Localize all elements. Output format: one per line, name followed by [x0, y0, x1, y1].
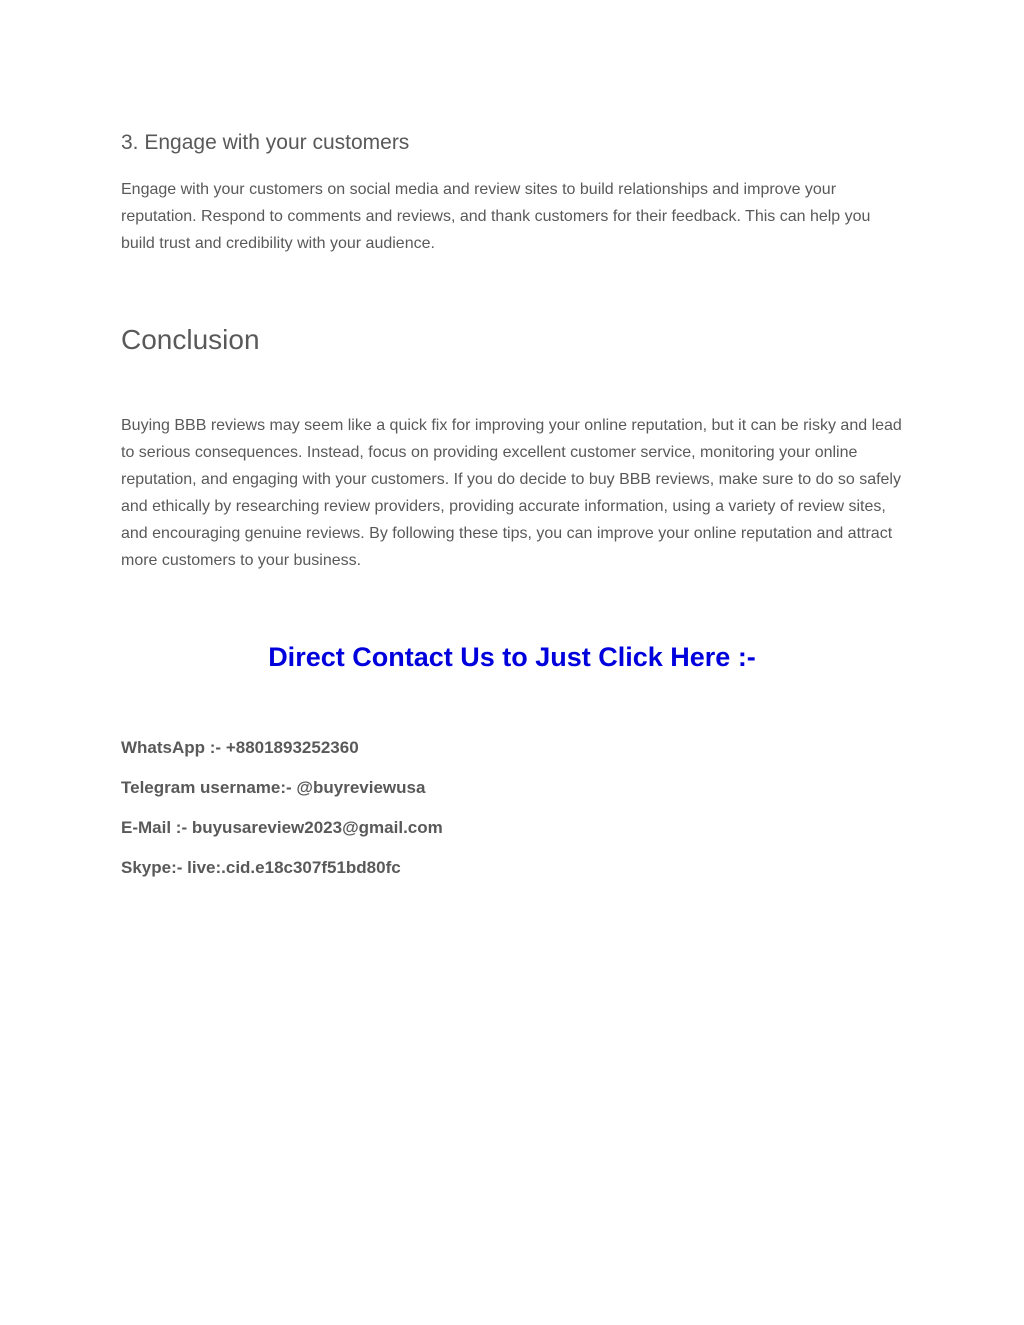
telegram-contact: Telegram username:- @buyreviewusa — [121, 778, 426, 797]
direct-contact-link[interactable]: Direct Contact Us to Just Click Here :- — [268, 642, 756, 672]
section-paragraph: Engage with your customers on social media and review sites to build relationships and improve your reputation. Respond to comments and reviews, and thank customers for their feedback. This can help you build trust and credibility with your audience. — [121, 181, 871, 252]
whatsapp-contact: WhatsApp :- +8801893252360 — [121, 738, 359, 757]
conclusion-paragraph: Buying BBB reviews may seem like a quick fix for improving your online reputation, but it can be risky and lead to serious consequences. Instead, focus on providing excellent customer service, monitoring your online reputation, and engaging with your customers. If you do decide to buy BBB reviews, make sure to do so safely and ethically by researching review providers, providing accurate information, using a variety of review sites, and encouraging genuine reviews. By following these tips, you can improve your online reputation and attract more customers to your business. — [121, 417, 902, 569]
section-heading: 3. Engage with your customers — [121, 131, 410, 154]
email-contact: E-Mail :- buyusareview2023@gmail.com — [121, 818, 443, 837]
conclusion-heading: Conclusion — [121, 324, 260, 355]
skype-contact: Skype:- live:.cid.e18c307f51bd80fc — [121, 858, 401, 877]
